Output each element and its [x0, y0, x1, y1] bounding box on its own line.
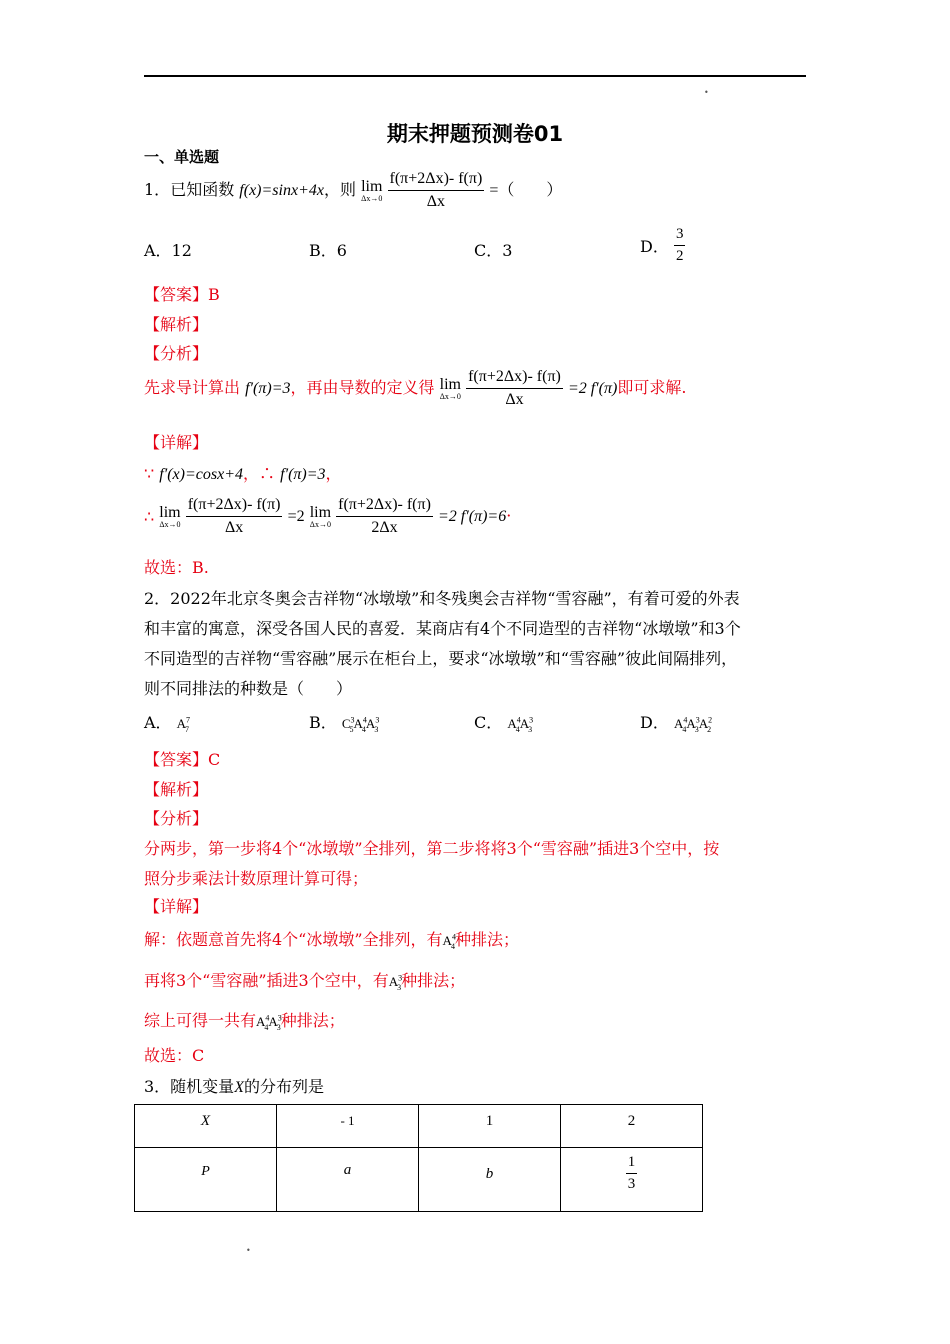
q2-jiexi: 【解析】 [144, 780, 209, 799]
table-cell [561, 1148, 703, 1212]
q2-analysis-1: 分两步，第一步将4个“冰墩墩”全排列，第二步将将3个“雪容融”插进3个空中，按 [144, 839, 720, 858]
q1-option-c: C．3 [474, 241, 513, 260]
footer-mark: • [246, 1246, 251, 1255]
q1-function: f(x)=sinx+4x [239, 182, 324, 199]
q2-option-b: B． $C^3_5A^4_4A^3_3$ [309, 713, 380, 734]
table-row [135, 1105, 703, 1148]
q2-answer: 【答案】C [144, 750, 221, 769]
table-row [135, 1148, 703, 1212]
q1-fraction: $\frac{f(\pi+2\Delta x)- f(\pi)}{\Delta x}$ [389, 170, 483, 210]
q1-lim: lim Δx→0 [361, 177, 383, 203]
q1-analysis-derivative: f′(π)=3 [245, 380, 291, 397]
q1-analysis-fraction: $\frac{f(\pi+2\Delta x)- f(\pi)}{\Delta x}$ [468, 368, 561, 408]
q2-detail-3: 综上可得一共有$A^4_4A^3_3$种排法； [144, 1011, 345, 1032]
q1-answer: 【答案】B [144, 285, 220, 304]
q1-option-b: B．6 [309, 241, 347, 260]
q1-option-d: D． $\frac{3}{2}$ [640, 226, 684, 264]
table-cell: b [419, 1148, 561, 1212]
page-title: 期末押题预测卷01 [386, 122, 564, 146]
q2-detail-2: 再将3个“雪容融”插进3个空中，有$A^3_3$种排法； [144, 971, 466, 992]
q2-fenxi: 【分析】 [144, 809, 209, 828]
table-cell: - 1 [277, 1105, 419, 1148]
header-mark: • [704, 88, 709, 97]
section-heading: 一、单选题 [144, 148, 220, 166]
table-cell: P [135, 1148, 277, 1212]
q1-jiexi: 【解析】 [144, 315, 209, 334]
q1-detail-2: ∴ lim Δx→0 $\frac{f(\pi+2\Delta x)- f(\pi)}{\Delta x}$ =2 lim Δx→0 $\frac{f(\pi+2\Delta x)- f(\pi)}{2\Delta x}$ =2 f′(π)=6· [144, 496, 512, 536]
q2-analysis-2: 照分步乘法计数原理计算可得； [144, 869, 369, 888]
table-cell: X [135, 1105, 277, 1148]
q1-number: 1． [144, 180, 171, 199]
table-fraction: $\frac{1}{3}$ [627, 1154, 636, 1192]
q1-detail-1: ∵ f′(x)=cosx+4，∴ f′(π)=3， [144, 464, 342, 483]
q1-xiangjie: 【详解】 [144, 433, 209, 452]
q2-line-2: 和丰富的寓意，深受各国人民的喜爱．某商店有4个不同造型的吉祥物“冰墩墩”和3个 [144, 619, 741, 638]
q2-line-4: 则不同排法的种数是（ ） [144, 679, 353, 698]
q1-option-a: A．12 [144, 241, 192, 260]
q2-line-1: 2．2022年北京冬奥会吉祥物“冰墩墩”和冬残奥会吉祥物“雪容融”，有着可爱的外表 [144, 589, 740, 608]
q1-stem-mid: ，则 [323, 180, 356, 199]
table-cell: 1 [419, 1105, 561, 1148]
header-rule [144, 75, 806, 77]
q3-stem: 3．随机变量X的分布列是 [144, 1077, 324, 1096]
q1-fenxi: 【分析】 [144, 344, 209, 363]
distribution-table [134, 1104, 703, 1212]
q1-tail: =（ ） [489, 182, 563, 199]
q2-option-a: A． $A^7_7$ [144, 713, 191, 734]
q1-analysis: 先求导计算出 f′(π)=3，再由导数的定义得 lim Δx→0 $\frac{f(\pi+2\Delta x)- f(\pi)}{\Delta x}$ =2 f′(π)即可求解. [144, 368, 687, 408]
q2-option-c: C． $A^4_4A^3_3$ [474, 713, 534, 734]
table-cell: 2 [561, 1105, 703, 1148]
q2-line-3: 不同造型的吉祥物“雪容融”展示在柜台上，要求“冰墩墩”和“雪容融”彼此间隔排列， [144, 649, 738, 668]
q1-choose: 故选：B. [144, 558, 209, 577]
q1-stem-text: 已知函数 [170, 180, 235, 199]
q2-option-d: D． $A^4_4A^3_3A^2_2$ [640, 713, 713, 734]
q2-detail-1: 解：依题意首先将4个“冰墩墩”全排列，有$A^4_4$种排法； [144, 930, 519, 951]
q1-stem [144, 170, 562, 211]
q2-xiangjie: 【详解】 [144, 897, 209, 916]
q2-choose: 故选：C [144, 1046, 205, 1065]
q1-option-d-fraction: $\frac{3}{2}$ [675, 226, 684, 264]
table-cell: a [277, 1148, 419, 1212]
